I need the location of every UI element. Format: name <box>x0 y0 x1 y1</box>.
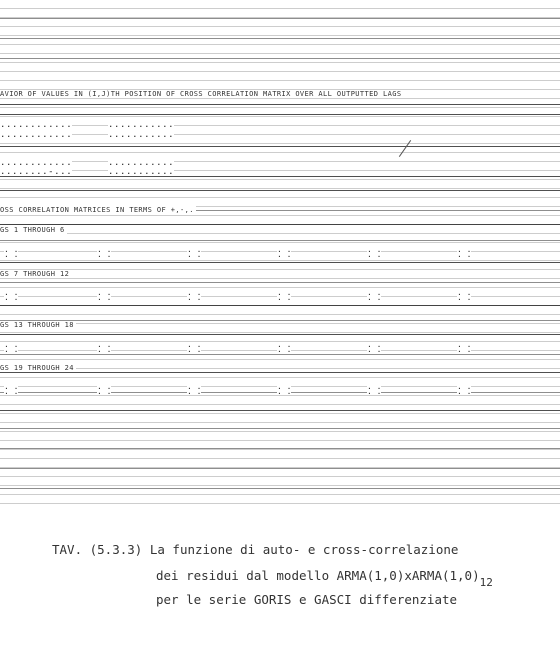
lag-cell: . . . . <box>97 245 112 259</box>
lag-block-label-4: GS 19 THROUGH 24 <box>0 364 74 372</box>
lag-block-label-3: GS 13 THROUGH 18 <box>0 321 74 329</box>
lag-cell: . . . . <box>457 340 472 354</box>
pen-mark <box>399 140 411 157</box>
pattern-row-1a: ............ <box>0 120 73 130</box>
caption-text-1: La funzione di auto- e cross-correlazione <box>149 542 459 557</box>
pattern-row-4b: ........... <box>108 167 175 177</box>
lag-cell: . . . . <box>367 340 382 354</box>
pattern-row-2a: ............ <box>0 130 73 140</box>
pattern-row-4a: ........-... <box>0 167 73 177</box>
lag-cell: . . . . <box>457 382 472 396</box>
matrix-header: AVIOR OF VALUES IN (I,J)TH POSITION OF CROSS CORRELATION MATRIX OVER ALL OUTPUTTED LAGS <box>0 90 402 98</box>
caption-text-2: dei residui dal modello ARMA(1,0)xARMA(1,0) <box>156 568 480 583</box>
lag-cell: . . . . <box>277 288 292 302</box>
caption-line-2 <box>156 568 493 589</box>
lag-block-label-1: GS 1 THROUGH 6 <box>0 226 65 234</box>
lag-cell: . . . . <box>4 245 19 259</box>
lag-cell: . . . . <box>367 288 382 302</box>
caption-label: TAV. (5.3.3) <box>52 542 143 557</box>
caption-line-3: per le serie GORIS e GASCI differenziate <box>156 592 458 607</box>
lag-cell: . . . . <box>277 340 292 354</box>
lag-cell: . . . . <box>187 340 202 354</box>
lag-cell: . . . . <box>97 340 112 354</box>
table-caption <box>0 520 560 670</box>
lag-cell: . . . . <box>457 245 472 259</box>
lag-cell: . . . . <box>367 245 382 259</box>
lag-cell: . . . . <box>277 382 292 396</box>
lag-cell: . . . . <box>4 288 19 302</box>
lag-cell: . . . . <box>97 288 112 302</box>
lag-cell: . . . . <box>4 340 19 354</box>
lag-cell: . . . . <box>367 382 382 396</box>
lag-block-label-2: GS 7 THROUGH 12 <box>0 270 70 278</box>
pattern-row-3b: ........... <box>108 158 175 168</box>
lag-cell: . . . . <box>277 245 292 259</box>
lag-cell: . . . . <box>457 288 472 302</box>
caption-line-1 <box>52 542 458 557</box>
lag-cell: . . . . <box>187 288 202 302</box>
pattern-row-2b: ........... <box>108 130 175 140</box>
matrix-legend: OSS CORRELATION MATRICES IN TERMS OF +,-,. <box>0 206 194 214</box>
lag-cell: . . . . <box>97 382 112 396</box>
lag-cell: . . . . <box>187 245 202 259</box>
lag-cell: . . . . <box>187 382 202 396</box>
pattern-row-3a: ............ <box>0 158 73 168</box>
caption-subscript: 12 <box>479 576 493 589</box>
pattern-row-1b: ........... <box>108 120 175 130</box>
lag-cell: . . . . <box>4 382 19 396</box>
